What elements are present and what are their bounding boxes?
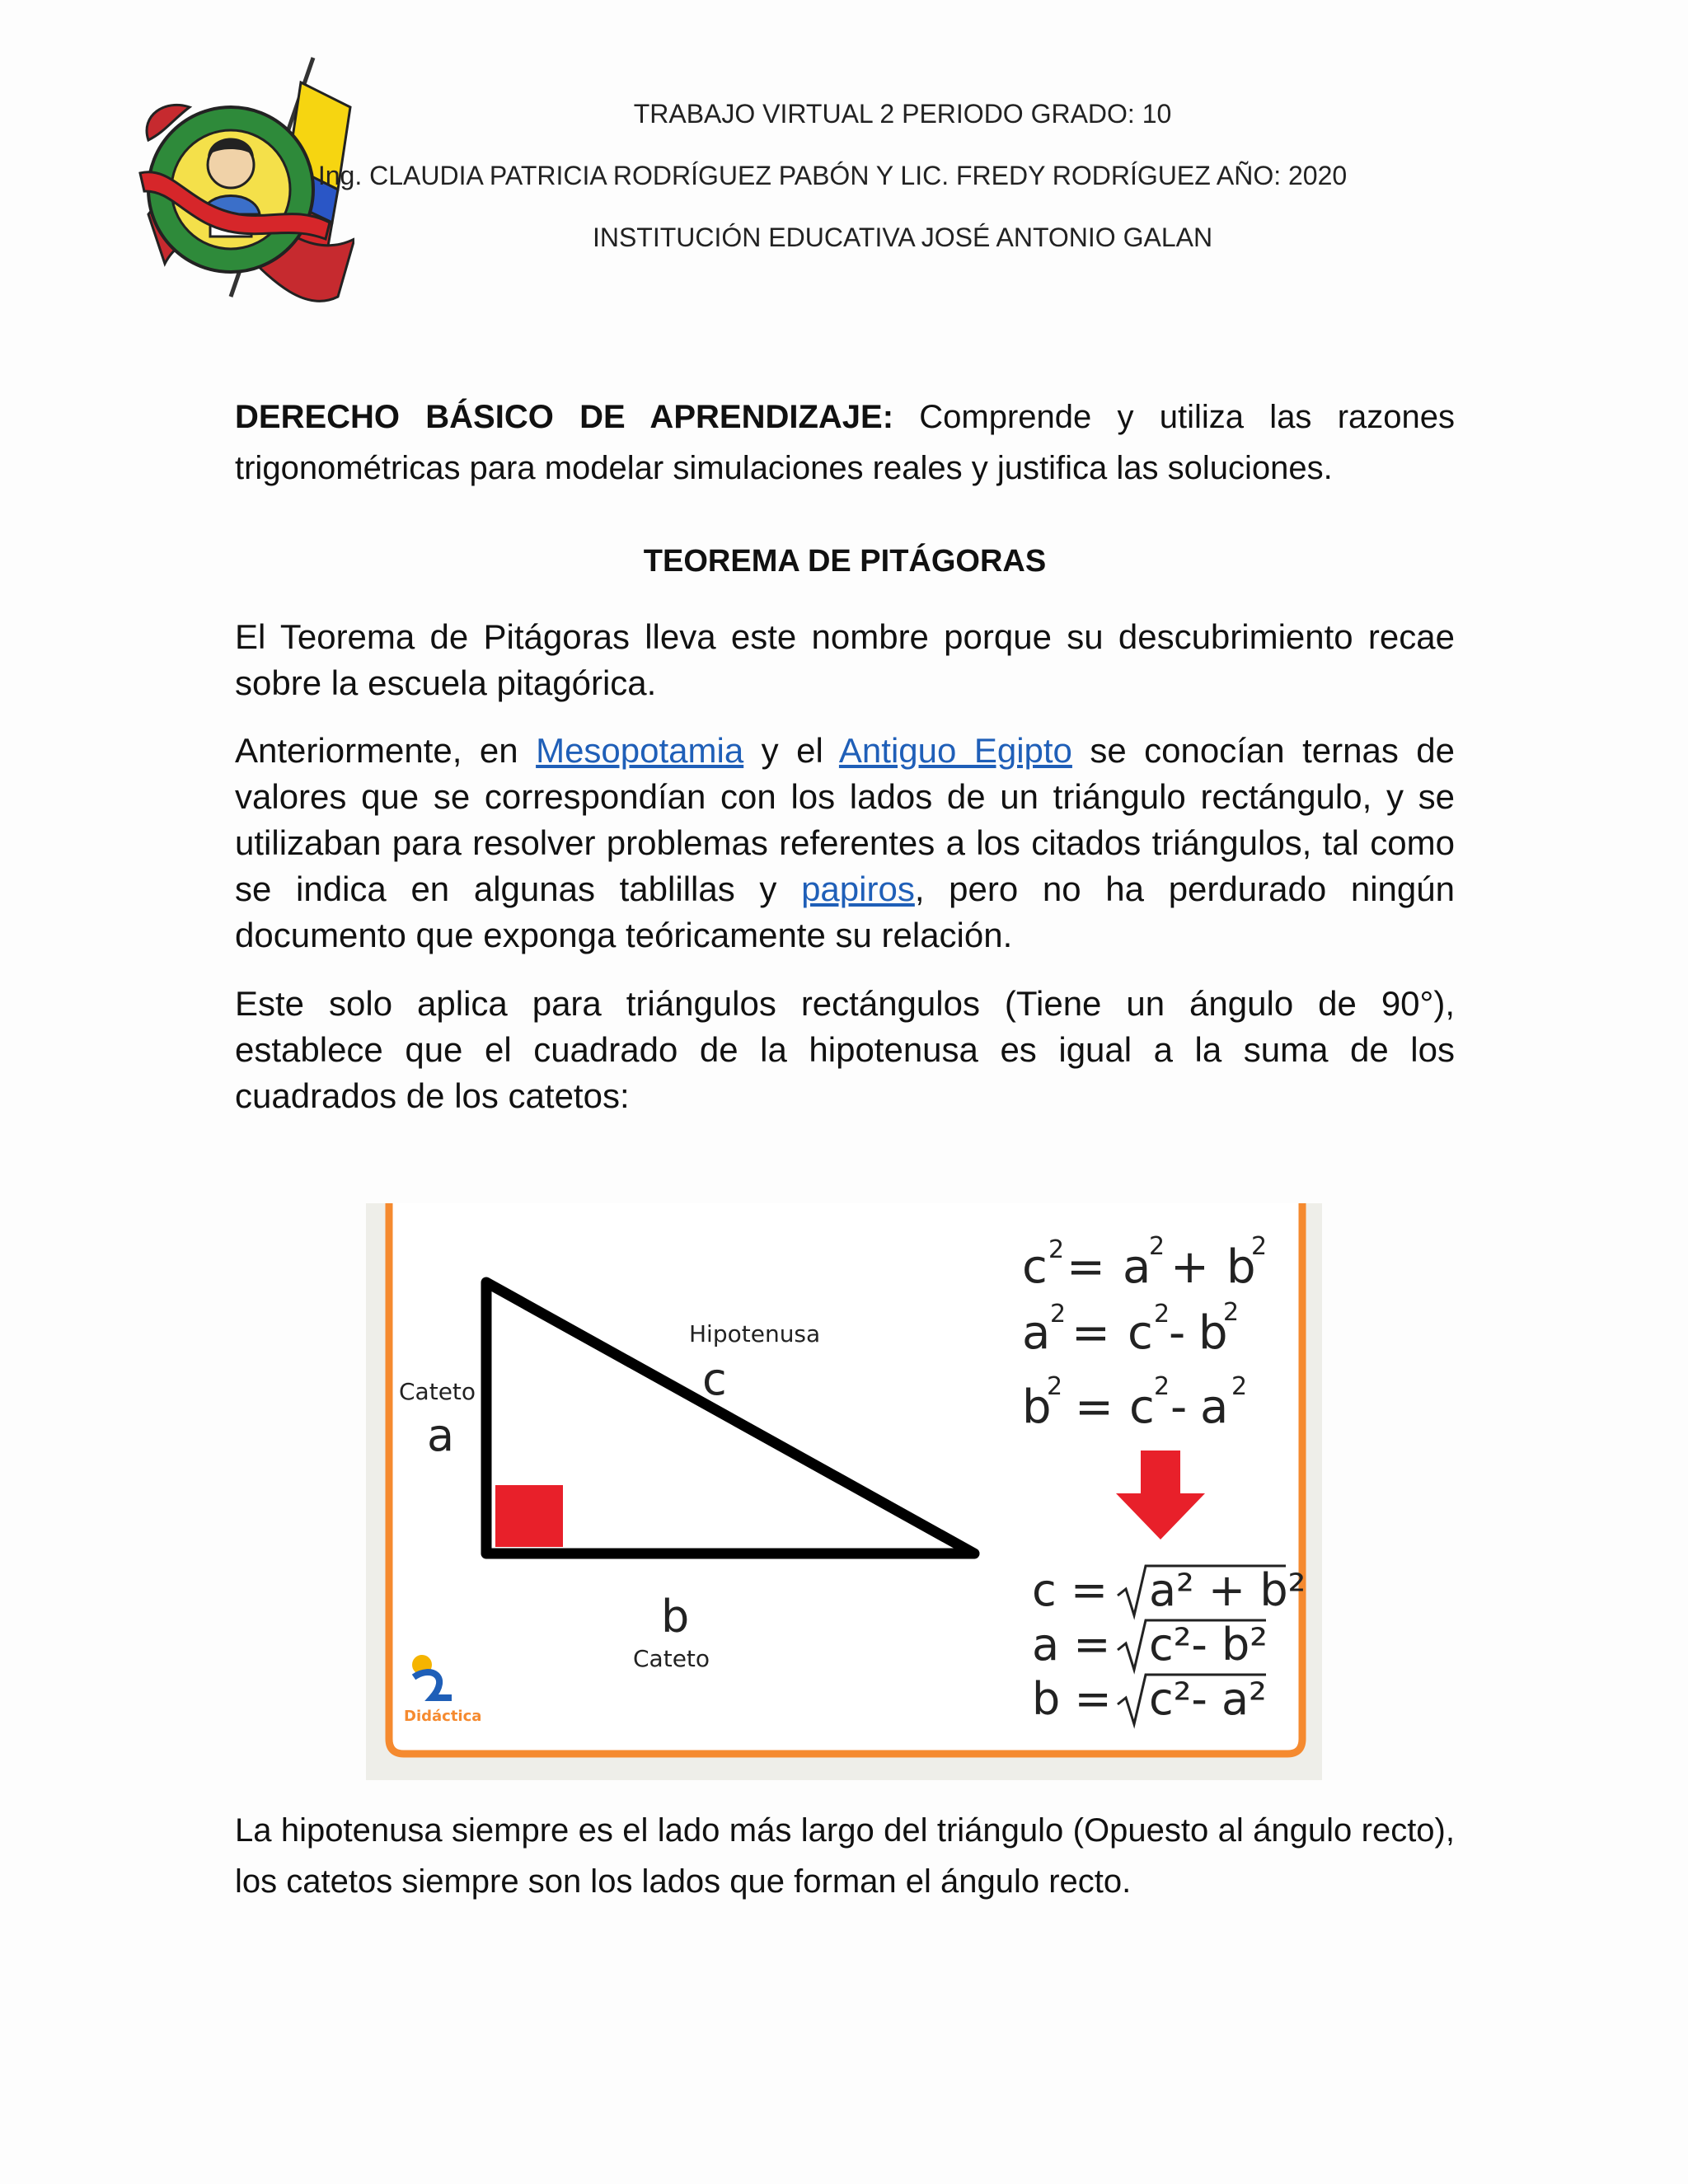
svg-text:+: +	[1170, 1240, 1209, 1294]
svg-text:2: 2	[1149, 1232, 1165, 1261]
svg-text:c: c	[1129, 1380, 1155, 1434]
cateto-b-label: Cateto	[633, 1645, 710, 1672]
dba-label: DERECHO BÁSICO DE APRENDIZAJE:	[235, 399, 894, 435]
svg-text:c: c	[1022, 1240, 1048, 1294]
svg-text:2: 2	[1154, 1372, 1170, 1401]
root-formula-2-lhs: a =	[1032, 1619, 1111, 1671]
p2-text-a: Anteriormente, en	[235, 731, 537, 770]
root-formula-3-lhs: b =	[1032, 1673, 1112, 1725]
svg-text:2: 2	[1154, 1300, 1170, 1329]
cateto-a-label: Cateto	[399, 1378, 476, 1405]
right-angle-square	[495, 1485, 563, 1547]
svg-text:2: 2	[1223, 1298, 1240, 1327]
p2-text-c: se conocían ternas de valores que se correspondían con los lados de un triángulo rectángulo, y se utilizaban para resolver problemas referentes a los citados triángulos, tal como se indica en algunas tablillas y	[235, 731, 1455, 908]
link-mesopotamia[interactable]: Mesopotamia	[536, 731, 744, 770]
paragraph-2	[235, 728, 1455, 958]
svg-text:a: a	[1200, 1380, 1229, 1434]
header-line-3: INSTITUCIÓN EDUCATIVA JOSÉ ANTONIO GALAN	[592, 223, 1213, 252]
svg-text:Didáctica: Didáctica	[404, 1708, 482, 1725]
svg-text:c: c	[1128, 1306, 1153, 1360]
svg-text:a: a	[1022, 1306, 1051, 1360]
side-a-label: a	[427, 1409, 455, 1461]
svg-text:=: =	[1067, 1240, 1105, 1294]
root-formula-3-radicand: c²- a²	[1149, 1673, 1267, 1725]
paragraph-3: Este solo aplica para triángulos rectángulos (Tiene un ángulo de 90°), establece que el cuadrado de la hipotenusa es igual a la suma de los cuadrados de los catetos:	[235, 984, 1455, 1115]
side-b-label: b	[661, 1591, 690, 1643]
svg-text:2: 2	[1050, 1300, 1067, 1329]
hipotenusa-label: Hipotenusa	[689, 1320, 821, 1347]
svg-text:=: =	[1075, 1380, 1114, 1434]
section-title: TEOREMA DE PITÁGORAS	[643, 544, 1047, 579]
dba-text: Comprende y utiliza las razones trigonométricas para modelar simulaciones reales y justifica las soluciones.	[235, 399, 1455, 486]
link-antiguo-egipto[interactable]: Antiguo Egipto	[838, 731, 1072, 770]
p2-text-b: y el	[743, 731, 839, 770]
pythagoras-figure	[366, 1203, 1322, 1780]
header-line-1: TRABAJO VIRTUAL 2 PERIODO GRADO: 10	[633, 99, 1172, 129]
root-formula-1-lhs: c =	[1032, 1564, 1109, 1616]
link-papiros[interactable]: papiros	[801, 869, 915, 908]
svg-text:-: -	[1169, 1306, 1186, 1360]
svg-text:b: b	[1022, 1380, 1052, 1434]
svg-text:2: 2	[1231, 1372, 1248, 1401]
p2-text-d: , pero no ha perdurado ningún documento que exponga teóricamente su relación.	[235, 869, 1455, 954]
svg-text:2: 2	[1251, 1232, 1268, 1261]
svg-text:2: 2	[1047, 1372, 1063, 1401]
svg-text:2: 2	[1048, 1235, 1065, 1264]
pythagoras-diagram	[366, 1203, 1322, 1780]
dba-paragraph	[235, 391, 1455, 494]
paragraph-1: El Teorema de Pitágoras lleva este nombre porque su descubrimiento recae sobre la escuela pitagórica.	[235, 617, 1455, 702]
side-c-label: c	[702, 1353, 727, 1405]
root-formula-1-radicand: a² + b²	[1149, 1564, 1306, 1616]
svg-text:a: a	[1123, 1240, 1151, 1294]
paragraph-4: La hipotenusa siempre es el lado más largo del triángulo (Opuesto al ángulo recto), los catetos siempre son los lados que forman el ángulo recto.	[235, 1812, 1455, 1900]
svg-text:b: b	[1226, 1240, 1256, 1294]
svg-text:=: =	[1071, 1306, 1110, 1360]
svg-text:-: -	[1170, 1380, 1188, 1434]
svg-text:b: b	[1198, 1306, 1228, 1360]
root-formula-2-radicand: c²- b²	[1149, 1619, 1268, 1671]
header-line-2: Ing. CLAUDIA PATRICIA RODRÍGUEZ PABÓN Y LIC. FREDY RODRÍGUEZ AÑO: 2020	[317, 161, 1348, 190]
